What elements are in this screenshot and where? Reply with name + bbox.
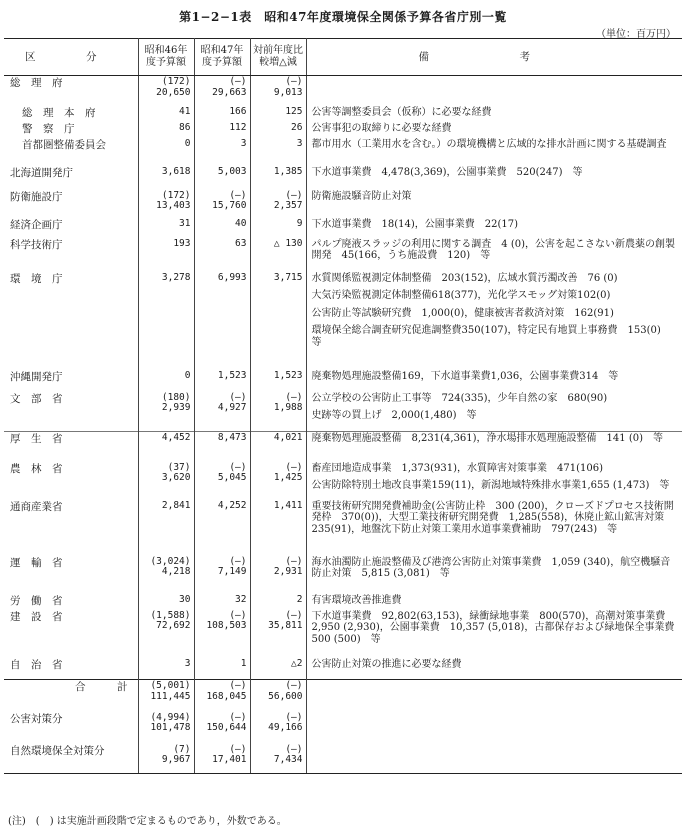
cell-s46-value: 4,218 xyxy=(161,566,191,578)
cell-s47 xyxy=(194,166,250,190)
note-line: 下水道事業費 18(14)，公園事業費 22(17) xyxy=(311,218,519,230)
cell-diff-value: 9 xyxy=(296,217,303,229)
unit-label: （単位：百万円） xyxy=(596,29,676,40)
row-category: 北海道開発庁 xyxy=(4,166,138,190)
row-category: 厚 生 省 xyxy=(4,432,138,462)
cell-s47-paren: (—) xyxy=(229,609,247,621)
cell-s46-value: 193 xyxy=(173,237,191,249)
cell-diff xyxy=(250,500,306,556)
note-line: 公害等調整委員会（仮称）に必要な経費 xyxy=(311,106,492,118)
table-body xyxy=(4,76,685,774)
cell-s46-value: 3 xyxy=(184,657,191,669)
table-row xyxy=(4,462,682,500)
cell-s47-value: 5,003 xyxy=(217,165,247,177)
cell-s47 xyxy=(194,680,250,712)
cell-s46 xyxy=(138,76,194,106)
cell-note xyxy=(306,744,682,774)
cell-s47-paren: (—) xyxy=(229,189,247,201)
cell-s47 xyxy=(194,658,250,680)
cell-note xyxy=(306,272,682,370)
table-row xyxy=(4,712,682,744)
note-line: 水質関係監視測定体制整備 203(152)，広域水質汚濁改善 76 (0) xyxy=(311,272,618,284)
cell-s47 xyxy=(194,744,250,774)
cell-diff xyxy=(250,712,306,744)
cell-note xyxy=(306,432,682,462)
cell-s47-value: 5,045 xyxy=(217,472,247,484)
cell-diff xyxy=(250,680,306,712)
note-line: 有害環境改善推進費 xyxy=(311,594,402,606)
cell-s47-value: 166 xyxy=(229,105,247,117)
cell-diff-value: △2 xyxy=(291,657,303,669)
cell-s46-paren: (5,001) xyxy=(150,680,191,691)
cell-s47 xyxy=(194,138,250,166)
cell-s46-value: 101,478 xyxy=(150,722,191,734)
table-row xyxy=(4,218,682,238)
cell-s47-paren: (—) xyxy=(229,555,247,567)
cell-s47 xyxy=(194,610,250,658)
cell-diff xyxy=(250,218,306,238)
table-row xyxy=(4,500,682,556)
cell-s47-paren: (—) xyxy=(229,461,247,473)
cell-s46-value: 86 xyxy=(179,121,191,133)
cell-s46 xyxy=(138,680,194,712)
cell-s46-value: 3,618 xyxy=(161,165,191,177)
cell-s47-value: 6,993 xyxy=(217,271,247,283)
cell-s46 xyxy=(138,744,194,774)
cell-s46 xyxy=(138,122,194,138)
cell-s47-value: 108,503 xyxy=(206,620,247,632)
cell-s46 xyxy=(138,138,194,166)
cell-s46-value: 9,967 xyxy=(161,754,191,766)
note-line: 都市用水（工業用水を含む。）の環境機構と広域的な排水計画に関する基礎調査 xyxy=(311,138,667,150)
cell-s47-value: 3 xyxy=(240,137,247,149)
cell-diff-value: 1,425 xyxy=(273,472,303,484)
cell-s47-paren: (—) xyxy=(229,680,247,691)
table-row xyxy=(4,122,682,138)
cell-s47-value: 168,045 xyxy=(206,690,247,702)
footnote: (注) ( ) は実施計画段階で定まるものであり，外数である。 xyxy=(8,816,287,827)
note-line: 防衛施設騒音防止対策 xyxy=(311,190,412,202)
note-line: 下水道事業費 92,802(63,153)，緑衝緑地事業 800(570)，高潮対策事業費 2,950 (2,930)，公園事業費 10,357 (5,018)，古都保存および緑地保全事業費 500 (500) 等 xyxy=(311,610,685,645)
cell-diff xyxy=(250,106,306,122)
cell-s46 xyxy=(138,658,194,680)
cell-diff-value: 3,715 xyxy=(273,271,303,283)
cell-note xyxy=(306,218,682,238)
cell-diff-paren: (—) xyxy=(285,391,303,403)
note-line: 下水道事業費 4,478(3,369)，公園事業費 520(247) 等 xyxy=(311,166,583,178)
cell-s46-paren: (3,024) xyxy=(150,555,191,567)
note-line: 公害事犯の取締りに必要な経費 xyxy=(311,122,452,134)
cell-note xyxy=(306,370,682,392)
cell-s46 xyxy=(138,218,194,238)
cell-note xyxy=(306,594,682,610)
note-line: 公害防止対策の推進に必要な経費 xyxy=(311,658,462,670)
note-line: 重要技術研究開発費補助金(公害防止枠 300 (200)，クローズドプロセス技術開発枠 370(0))，大型工業技術研究開発費 1,285(558)，休廃止鉱山鉱害対策 235(91)，地盤沈下防止対策工業用水道事業費補助 797(243) 等 xyxy=(311,500,675,535)
cell-diff-value: 7,434 xyxy=(273,754,303,766)
table-row xyxy=(4,594,682,610)
note-line: 廃棄物処理施設整備 8,231(4,361)，浄水場排水処理施設整備 141 (0) 等 xyxy=(311,433,663,444)
cell-s47 xyxy=(194,238,250,272)
cell-s46-value: 0 xyxy=(184,369,191,381)
table-row xyxy=(4,106,682,122)
cell-s47 xyxy=(194,392,250,432)
cell-s47-value: 150,644 xyxy=(206,722,247,734)
table-row xyxy=(4,272,682,370)
cell-s46 xyxy=(138,610,194,658)
cell-s46 xyxy=(138,238,194,272)
cell-s46-value: 2,939 xyxy=(161,402,191,414)
cell-s47-value: 63 xyxy=(235,237,247,249)
cell-s47 xyxy=(194,272,250,370)
cell-s46 xyxy=(138,594,194,610)
cell-s46-paren: (7) xyxy=(173,743,191,755)
row-category: 警 察 庁 xyxy=(4,122,138,138)
cell-diff-value: 35,811 xyxy=(268,620,303,632)
cell-s46 xyxy=(138,712,194,744)
cell-diff-value: 125 xyxy=(285,105,303,117)
cell-note xyxy=(306,138,682,166)
row-category: 防衛施設庁 xyxy=(4,190,138,218)
cell-s46-paren: (180) xyxy=(161,391,191,403)
cell-diff-value: 1,385 xyxy=(273,165,303,177)
cell-diff-value: 4,021 xyxy=(273,432,303,443)
cell-s46 xyxy=(138,556,194,594)
cell-s47-value: 7,149 xyxy=(217,566,247,578)
cell-diff-paren: (—) xyxy=(285,555,303,567)
note-line: 公立学校の公害防止工事等 724(335)，少年自然の家 680(90) xyxy=(311,392,608,404)
note-line: 畜産団地造成事業 1,373(931)，水質障害対策事業 471(106) xyxy=(311,462,603,474)
row-category: 文 部 省 xyxy=(4,392,138,432)
header-s46: 昭和46年度予算額 xyxy=(138,39,194,76)
cell-s47-value: 4,927 xyxy=(217,402,247,414)
cell-s47-value: 8,473 xyxy=(217,432,247,443)
row-category: 労 働 省 xyxy=(4,594,138,610)
cell-note xyxy=(306,392,682,432)
cell-diff xyxy=(250,370,306,392)
header-note: 備 考 xyxy=(306,39,682,76)
cell-diff-value: 56,600 xyxy=(268,690,303,702)
table-row xyxy=(4,610,682,658)
row-category: 運 輸 省 xyxy=(4,556,138,594)
cell-note xyxy=(306,76,682,106)
cell-s46-value: 72,692 xyxy=(156,620,191,632)
cell-diff-paren: (—) xyxy=(285,680,303,691)
cell-diff-paren: (—) xyxy=(285,461,303,473)
row-category: 環 境 庁 xyxy=(4,272,138,370)
cell-diff xyxy=(250,610,306,658)
cell-diff xyxy=(250,190,306,218)
cell-note xyxy=(306,190,682,218)
cell-s46-paren: (37) xyxy=(167,461,191,473)
cell-note xyxy=(306,106,682,122)
table-row xyxy=(4,76,682,106)
cell-diff-paren: (—) xyxy=(285,76,303,87)
cell-s47 xyxy=(194,122,250,138)
cell-s47 xyxy=(194,218,250,238)
cell-s47 xyxy=(194,370,250,392)
cell-s46-paren: (172) xyxy=(161,76,191,87)
table-row xyxy=(4,370,682,392)
table-row xyxy=(4,556,682,594)
table-row xyxy=(4,138,682,166)
note-line: パルプ廃液スラッジの利用に関する調査 4 (0)，公害を起こさない新農薬の創製開発 45(166，うち施設費 120) 等 xyxy=(311,238,676,261)
table-row xyxy=(4,190,682,218)
budget-table xyxy=(4,38,685,774)
cell-s47-value: 112 xyxy=(229,121,247,133)
cell-s47-paren: (—) xyxy=(229,76,247,87)
cell-s47 xyxy=(194,500,250,556)
cell-diff xyxy=(250,462,306,500)
cell-note xyxy=(306,658,682,680)
cell-s46 xyxy=(138,370,194,392)
cell-s47-paren: (—) xyxy=(229,743,247,755)
row-category: 沖縄開発庁 xyxy=(4,370,138,392)
cell-diff xyxy=(250,556,306,594)
note-line: 廃棄物処理施設整備169，下水道事業費1,036，公園事業費314 等 xyxy=(311,370,619,382)
cell-s46-value: 3,620 xyxy=(161,472,191,484)
cell-diff xyxy=(250,392,306,432)
cell-diff-paren: (—) xyxy=(285,743,303,755)
cell-s47-value: 15,760 xyxy=(212,200,247,212)
cell-s46-paren: (172) xyxy=(161,189,191,201)
row-category: 総 理 府 xyxy=(4,76,138,106)
cell-s47-paren: (—) xyxy=(229,391,247,403)
header-kubun: 区 分 xyxy=(4,39,138,76)
cell-s46-value: 2,841 xyxy=(161,499,191,511)
cell-note xyxy=(306,500,682,556)
cell-s46-value: 3,278 xyxy=(161,271,191,283)
cell-diff xyxy=(250,76,306,106)
row-category: 通商産業省 xyxy=(4,500,138,556)
cell-note xyxy=(306,238,682,272)
row-category: 建 設 省 xyxy=(4,610,138,658)
cell-s46-value: 0 xyxy=(184,137,191,149)
note-line: 史跡等の買上げ 2,000(1,480) 等 xyxy=(311,410,477,421)
cell-s47 xyxy=(194,106,250,122)
cell-s47-value: 4,252 xyxy=(217,499,247,511)
cell-s46-paren: (4,994) xyxy=(150,711,191,723)
cell-s46-value: 20,650 xyxy=(156,86,191,98)
cell-s47-value: 1 xyxy=(240,657,247,669)
cell-diff xyxy=(250,744,306,774)
cell-s46 xyxy=(138,462,194,500)
cell-diff-value: 2 xyxy=(296,593,303,605)
cell-diff-value: 49,166 xyxy=(268,722,303,734)
cell-note xyxy=(306,610,685,658)
cell-s47-value: 40 xyxy=(235,217,247,229)
cell-diff-value: 9,013 xyxy=(273,86,303,98)
note-line: 公害防除特別土地改良事業159(11)，新潟地域特殊排水事業1,655 (1,473) 等 xyxy=(311,480,670,491)
row-category: 経済企画庁 xyxy=(4,218,138,238)
cell-s47 xyxy=(194,712,250,744)
cell-s46 xyxy=(138,106,194,122)
cell-s46 xyxy=(138,190,194,218)
cell-note xyxy=(306,462,682,500)
cell-s47-value: 1,523 xyxy=(217,369,247,381)
cell-note xyxy=(306,680,682,712)
cell-diff-paren: (—) xyxy=(285,189,303,201)
note-line: 公害防止等試験研究費 1,000(0)，健康被害者救済対策 162(91) xyxy=(311,307,614,319)
cell-s47-value: 32 xyxy=(235,593,247,605)
table-row xyxy=(4,392,682,432)
cell-diff-value: △ 130 xyxy=(273,237,303,249)
note-line: 大気汚染監視測定体制整備618(377)，光化学スモッグ対策102(0) xyxy=(311,290,611,301)
cell-diff xyxy=(250,166,306,190)
header-diff: 対前年度比較増△減 xyxy=(250,39,306,76)
cell-s47 xyxy=(194,594,250,610)
table-row xyxy=(4,744,682,774)
cell-s47-value: 17,401 xyxy=(212,754,247,766)
cell-diff-value: 1,523 xyxy=(273,369,303,381)
cell-s46-value: 13,403 xyxy=(156,200,191,212)
row-category: 首都圏整備委員会 xyxy=(4,138,138,166)
cell-diff xyxy=(250,432,306,462)
cell-s46 xyxy=(138,392,194,432)
cell-s47 xyxy=(194,190,250,218)
row-category: 科学技術庁 xyxy=(4,238,138,272)
cell-s46 xyxy=(138,166,194,190)
cell-s46-paren: (1,588) xyxy=(150,609,191,621)
note-line: 海水油濁防止施設整備及び港湾公害防止対策事業費 1,059 (340)，航空機騒音防止対策 5,815 (3,081) 等 xyxy=(311,556,671,579)
cell-note xyxy=(306,556,682,594)
note-line: 環境保全総合調査研究促進調整費350(107)，特定民有地買上事務費 153(0) 等 xyxy=(311,325,671,348)
cell-diff xyxy=(250,122,306,138)
row-category: 農 林 省 xyxy=(4,462,138,500)
cell-diff-value: 1,988 xyxy=(273,402,303,414)
table-row xyxy=(4,166,682,190)
cell-s47-value: 29,663 xyxy=(212,86,247,98)
cell-note xyxy=(306,166,682,190)
cell-s46-value: 4,452 xyxy=(161,432,191,443)
cell-diff xyxy=(250,594,306,610)
cell-diff-value: 1,411 xyxy=(273,499,303,511)
cell-diff-value: 2,931 xyxy=(273,566,303,578)
cell-s47-paren: (—) xyxy=(229,711,247,723)
cell-diff xyxy=(250,658,306,680)
header-s47: 昭和47年度予算額 xyxy=(194,39,250,76)
cell-diff xyxy=(250,238,306,272)
cell-s46 xyxy=(138,432,194,462)
row-category: 合 計 xyxy=(4,680,138,712)
table-row xyxy=(4,658,682,680)
row-category: 総 理 本 府 xyxy=(4,106,138,122)
row-category: 公害対策分 xyxy=(4,712,138,744)
table-row xyxy=(4,432,682,462)
cell-note xyxy=(306,122,682,138)
cell-diff-paren: (—) xyxy=(285,609,303,621)
table-title: 第1−2−1表 昭和47年度環境保全関係予算各省庁別一覧 xyxy=(179,10,507,24)
cell-s46 xyxy=(138,272,194,370)
cell-diff-value: 3 xyxy=(296,137,303,149)
table-row xyxy=(4,680,682,712)
cell-diff xyxy=(250,138,306,166)
cell-s46-value: 41 xyxy=(179,105,191,117)
cell-diff xyxy=(250,272,306,370)
cell-diff-value: 26 xyxy=(291,121,303,133)
cell-s47 xyxy=(194,76,250,106)
cell-s46 xyxy=(138,500,194,556)
cell-s46-value: 111,445 xyxy=(150,690,191,702)
header-row xyxy=(4,39,682,76)
cell-s47 xyxy=(194,432,250,462)
cell-s46-value: 31 xyxy=(179,217,191,229)
cell-s47 xyxy=(194,556,250,594)
cell-note xyxy=(306,712,682,744)
cell-s46-value: 30 xyxy=(179,593,191,605)
table-row xyxy=(4,238,682,272)
cell-s47 xyxy=(194,462,250,500)
cell-diff-paren: (—) xyxy=(285,711,303,723)
cell-diff-value: 2,357 xyxy=(273,200,303,212)
row-category: 自 治 省 xyxy=(4,658,138,680)
row-category: 自然環境保全対策分 xyxy=(4,744,138,774)
